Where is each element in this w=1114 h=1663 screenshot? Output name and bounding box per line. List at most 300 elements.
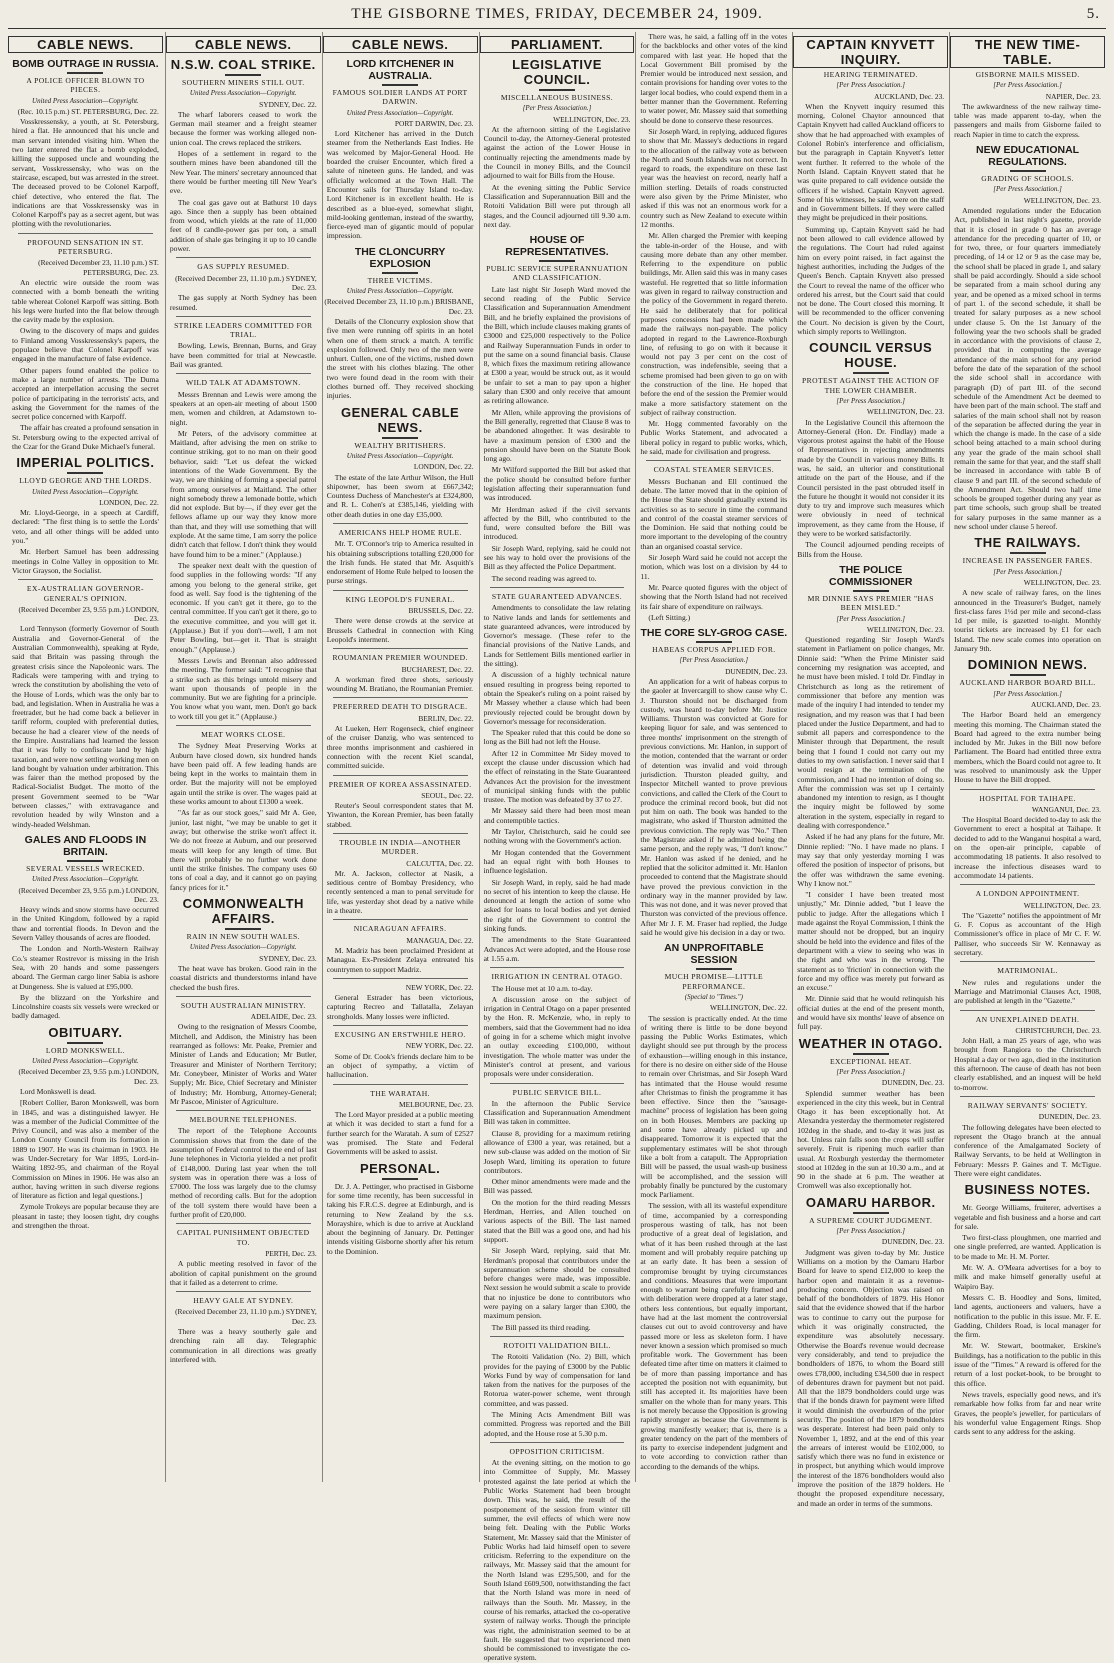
section-divider — [333, 775, 468, 776]
article-headline: GENERAL CABLE NEWS. — [341, 404, 460, 435]
article-paragraph: In the Legislative Council this afternoon the Attorney-General (Hon. Dr. Findlay) made a vigorous protest against the habit of the House of Representatives in rejecting amendments made by the Council in various money Bills. It was, he said, an ulterior and constitutional attitude on the part of the House, and if the Council persisted in the past obtruded itself in the future he thought it would not consider it its duty to try and improve such measures which were obviously in need of technical improvement, as they came from the House, if they were to be worked satisfactorily. — [797, 417, 945, 539]
dateline: CALCUTTA, Dec. 22. — [406, 858, 474, 868]
section-divider — [176, 1110, 311, 1111]
article-paragraph: The Rotoiti Validation (No. 2) Bill, which provides for the paying of £3000 by the Public Works Fund by way of compensation for land taken from the natives for the purposes of the Rotorua water-power scheme, went through committee, and was passed. — [483, 1352, 631, 1408]
column-6 — [792, 32, 948, 1508]
article-paragraph: The London and North-Western Railway Co.'s steamer Rostrevor is missing in the Irish Sea, with 20 hands and some passengers aboard. The German cargo liner Sabia is ashore at Dungeness. She is valued at £95,000. — [12, 944, 159, 991]
article-paragraph: Owing to the discovery of maps and guides to Finland among Vosskressensky's papers, the populace believe that Colonel Karpoff was engaged in the manufacture of false evidence. — [12, 326, 159, 364]
article-subhead: PREMIER OF KOREA ASSASSINATED. — [328, 779, 472, 789]
article-paragraph: Mr. Lloyd-George, in a speech at Cardiff, declared: "The first thing is to settle the Lords' veto, and all other things will be added unto you." — [12, 508, 159, 546]
article — [166, 1223, 321, 1287]
press-credit: [Per Press Association.] — [836, 1067, 906, 1076]
article — [166, 57, 321, 253]
article-paragraph: The heat wave has broken. Good rain in the coastal districts and thunderstorms inland have checked the bush fires. — [169, 963, 317, 992]
article — [950, 1010, 1105, 1092]
article — [950, 36, 1105, 139]
article-paragraph: (Left Sitting.) — [648, 612, 691, 622]
article-paragraph: Hopes of a settlement in regard to the southern mines have been abandoned till the New Year. The miners' secretary announced that there would be further meeting till New Year's eve. — [169, 149, 317, 196]
section-divider — [333, 1084, 468, 1085]
section-divider — [960, 961, 1095, 962]
dateline: (Received December 23, 9.55 p.m.) LONDON, Dec. 23. — [18, 1067, 159, 1086]
headline-rule — [853, 1053, 889, 1055]
article — [950, 535, 1105, 653]
article-subhead: SEVERAL VESSELS WRECKED. — [26, 863, 145, 873]
article-headline: BOMB OUTRAGE IN RUSSIA. — [12, 58, 159, 70]
article-paragraph: An application for a writ of habeas corpus to the gaoler at Invercargill to show cause why C. J. Thurston should not be discharged from custody, was heard to-day before Mr. Justice Williams. Thurston was convicted at Gore for keeping liquor for sale, and was sentenced to three months' imprisonment on the strength of previous convictions. Mr. Hanlon, in support of the motion, contended that the warrant or order of detention was invalid and void through jurisdiction. Thurston pleaded guilty, and Inspector Mitchell wanted to prove previous convictions, and called the Clerk of the Court to produce the criminal record book, but did not put him on oath. The book was handed to the magistrate, who asked if Thurston admitted the previous conviction. The reply was "No." Then the Magistrate asked if he admitted being the same person, and the reply was, "I don't know." Mr. Hanlon was asked if he denied, and he replied that the solicitor admitted it. Mr. Hanlon proceeded to contend that the Magistrate should have proved the previous conviction in the ordinary way in the manner provided by law. This was not done, and it was never proved that Thurston was convicted of the previous offence. After Mr J. F. M. Fraser had replied, the Judge said he would give his decision in a day or two. — [640, 677, 788, 938]
article-headline: THE RAILWAYS. — [974, 535, 1081, 551]
press-credit: [Per Press Association.] — [836, 81, 906, 90]
page-number: 5. — [1086, 6, 1100, 22]
article-subhead: GAS SUPPLY RESUMED. — [197, 262, 290, 272]
article-subhead: PROFOUND SENSATION IN ST. PETERSBURG. — [27, 237, 144, 257]
article-subhead: RAILWAY SERVANTS' SOCIETY. — [967, 1100, 1088, 1110]
article-paragraph: Bowling, Lewis, Brennan, Burns, and Gray have been committed for trial at Newcastle. Bail was granted. — [169, 341, 317, 370]
dateline: AUCKLAND, Dec. 23. — [1030, 699, 1101, 709]
section-divider — [490, 1083, 625, 1084]
article-paragraph: The coal gas gave out at Bathurst 10 days ago. Since then a supply has been obtained from wood, which yields at the rate of 11,000 feet of 8 candle-power gas per ton, a small addition of shale gas bringing it up to 10 candle power. — [169, 197, 317, 254]
article-paragraph: Mr. W. Stewart, bootmaker, Erskine's Buildings, has a notification to the public in this issue of the "Times." A reward is offered for the return of a lost pocket-book, to be brought to this office. — [954, 1341, 1101, 1388]
article-paragraph: Messrs Brennan and Lewis were among the speakers at an open-air meeting of about 1500 men, women and children, at Adamstown to-night. — [169, 389, 317, 427]
section-divider — [960, 1096, 1095, 1097]
dateline: WELLINGTON, Dec. 23. — [1023, 195, 1101, 205]
article — [323, 1025, 478, 1079]
article-headline: THE CORE SLY-GROG CASE. — [640, 627, 788, 640]
article-subhead: PUBLIC SERVICE BILL. — [512, 1087, 602, 1097]
article-headline: NEW EDUCATIONAL REGULATIONS. — [976, 144, 1080, 169]
section-divider — [333, 919, 468, 920]
article — [166, 373, 321, 721]
article-subhead: NICARAGUAN AFFAIRS. — [353, 924, 447, 934]
section-divider — [646, 460, 781, 461]
section-divider — [333, 978, 468, 979]
article-subhead: PROTEST AGAINST THE ACTION OF THE LOWER CHAMBER. — [802, 376, 940, 395]
article-paragraph: Sir Joseph Ward, in reply, said he had made no secret of his intention to keep the clause. He denounced at length the action of some who asked for loans to local bodies and yet denied the right of the Government to control the sinking funds. — [483, 877, 631, 934]
article-subhead: LORD MONKSWELL. — [45, 1045, 125, 1055]
article — [480, 57, 635, 229]
article-paragraph: Mr Allen, while approving the provisions of the Bill generally, regretted that Clause 8 was to be abandoned altogether. It was desirable to have a maximum pension of £300 and the pension should have been on the Statute Book long ago. — [483, 407, 631, 464]
dateline: (Rec. 10.15 p.m.) ST. PETERSBURG, Dec. 22. — [17, 106, 159, 116]
dateline: SYDNEY, Dec. 22. — [259, 99, 317, 109]
article-headline: WEATHER IN OTAGO. — [798, 1035, 943, 1051]
article — [166, 1110, 321, 1219]
article-paragraph: Lord Monkswell is dead. — [20, 1086, 96, 1096]
article-subhead: EX-AUSTRALIAN GOVERNOR-GENERAL'S OPINION. — [26, 584, 144, 603]
article-paragraph: A workman fired three shots, seriously wounding M. Bratiano, the Roumanian Premier. — [326, 674, 474, 694]
article — [950, 144, 1105, 531]
article-paragraph: Clause 8, providing for a maximum retiring allowance of £300 a year, was retained, but a new sub-clause was added on the motion of Sir Joseph Ward, limiting its operation to future contributors. — [483, 1128, 631, 1175]
headline-rule — [853, 372, 889, 374]
article — [323, 775, 478, 829]
article-subhead: ROTOITI VALIDATION BILL. — [503, 1340, 611, 1350]
article-subhead: MUCH PROMISE—LITTLE PERFORMANCE. — [664, 972, 764, 991]
dateline: DUNEDIN, Dec. 23. — [725, 666, 788, 676]
article — [8, 1025, 163, 1231]
article-headline: PARLIAMENT. — [480, 36, 635, 53]
article-paragraph: When the Knyvett inquiry resumed this morning, Colonel Chaytor announced that Captain Knyvett had called Auckland officers to show that he had approached with examples of Colonel Robin's interference and officialism, but the paragraph in Captain Knyvett's letter went further. It referred to the whole of the North Island. Captain Knyvett stated that he was quite prepared to call evidence outside the officers if he wished. Captain Knyvett agreed. Some of his witnesses, he said, were on the staff and in Government billets. If they were called they might be prejudiced in their positions. — [797, 101, 945, 223]
article — [323, 648, 478, 693]
article — [480, 587, 635, 963]
press-credit: [Per Press Association.] — [522, 104, 592, 113]
headline-rule — [382, 272, 418, 274]
article-paragraph: M. Madriz has been proclaimed President at Managua. Ex-President Zelaya entreated his countrymen to support Madriz. — [326, 945, 474, 974]
article-headline: HOUSE OF REPRESENTATIVES. — [505, 234, 609, 259]
section-divider — [333, 590, 468, 591]
dateline: WELLINGTON, Dec. 23. — [866, 407, 945, 417]
article-paragraph: Questioned regarding Sir Joseph Ward's statement in Parliament on police changes, Mr. Dinnie said: "When the Prime Minister said concerning my resignation was accepted, and he must have been misled. I told Dr. Findlay in Christchurch as long as the retirement of commissioner that before any mention was made of the inquiry I had intended to tender my resignation, and my reason was that I had been placed under the Justice Department, and had to submit all papers and correspondence to the Minister through that Department, the result being that I found I could not carry out my duties to my own satisfaction. I never said that I would resign at the termination of the commission, and I had no intention of doing so. After the commission was set up I certainly abandoned my intention to resign, as I thought the inquiry might be followed by some alteration in the system, especially in regard to dealing with correspondence." — [797, 635, 945, 831]
article — [166, 996, 321, 1106]
article-paragraph: Mr Massey said there had been most mean and contemptible tactics. — [483, 806, 631, 825]
headline-rule — [67, 860, 103, 862]
article-paragraph: Mr Peters, of the advisory committee at Maitland, after advising the men on strike to continue striking, got to no man on their good behavior, said: "Let us defeat the wicked intentions of the Wade Government. By the way, we are thinking of forming a special patrol from among ourselves at Maitland. The other night somebody threw a lemonade bottle, which did not explode. But by—, if they ever get the fellows aflame up our way they know more than that, and they will use something that will explode. At the same time, I am sorry the police didn't catch that fellow. I don't think they would have found him to be a miner." (Applause.) — [169, 428, 317, 559]
article-paragraph: The Lord Mayor presided at a public meeting at which it was decided to start a fund for a further search for the Waratah. A sum of £2527 was promised. The State and Federal Governments will be asked to assist. — [326, 1110, 474, 1157]
headline-rule — [696, 968, 732, 970]
article-paragraph: There were dense crowds at the service at Brussels Cathedral in connection with King Leopold's interment. — [326, 616, 474, 644]
article — [950, 1096, 1105, 1178]
dateline: (Received December 23, 9.55 p.m.) LONDON, Dec. 23. — [18, 604, 159, 624]
section-divider — [960, 884, 1095, 885]
article-paragraph: Mr. T. O'Connor's trip to America resulted in his obtaining subscriptions totalling £20,000 for the Irish funds. He stated that Mr. Asquith's endorsement of Home Rule helped to loosen the purse strings. — [326, 539, 474, 586]
article-paragraph: The Hospital Board decided to-day to ask the Government to erect a hospital at Taihape. It decided to add to the Wanganui hospital a ward, on the open-air principle, capable of accommodating 18 patients. It also resolved to increase the infectious diseases ward to accommodate 14 patients. — [954, 815, 1101, 880]
section-divider — [18, 579, 153, 580]
article-headline: THE CLONCURRY EXPLOSION — [354, 245, 446, 270]
article-paragraph: Mr Herdman asked if the civil servants affected by the Bill, who contributed to the fund, were consulted before the Bill was introduced. — [483, 504, 631, 542]
article — [8, 834, 163, 1021]
article-subhead: HEARING TERMINATED. — [823, 70, 918, 79]
article-subhead: AUCKLAND HARBOR BOARD BILL. — [959, 678, 1096, 688]
article — [166, 725, 321, 892]
press-credit: [Per Press Association.] — [993, 689, 1062, 698]
article-paragraph: On the motion for the third reading Messrs Herdman, Herries, and Allen touched on various aspects of the Bill. The last named stated that the Bill was a good one, and had his support. — [483, 1197, 631, 1244]
article-subhead: HEAVY GALE AT SYDNEY. — [193, 1296, 294, 1306]
article-paragraph: After 12 in Committee Mr Sidey moved to except the clause under discussion which had the effect of reinstating in the State Guaranteed Advances Act the provision for the investment of municipal sinking funds with the public trustee. The motion was defeated by 37 to 27. — [483, 748, 631, 805]
article-paragraph: At the evening sitting the Public Service Classification and Superannuation Bill and the Rotoiti Validation Bill were put through all stages, and the Council adjourned till 9.30 a.m. next day. — [483, 182, 631, 229]
article-paragraph: The wharf laborers ceased to work the German mail steamer and a freight steamer because the former was working alleged non-union coal. The crews replaced the strikers. — [169, 109, 317, 147]
section-divider — [490, 967, 625, 968]
article-paragraph: The Speaker ruled that this could be done so long as the Bill had not left the House. — [483, 728, 631, 747]
article-paragraph: Lord Tennyson (formerly Governor of South Australia and Governor-General of the Australian Commonwealth), speaking at Ryde, said that Britain was passing through the greatest crisis since the Napoleonic wars. The Radicals were tampering with and trying to wreck the constitution by abolishing the veto of the House of Lords, which was the only bar to bad, and legislation. When in Australia he was a freetrader, but he had come back a believer in tariff reform, coupled with preferential duties, because he had a clearer view of the needs of the Empire. Australians had learned the lesson that it was folly to confiscate land by high taxation, and were now settling working men on land bought by valuation under arbitration. This was fairer than the method proposed by the Radical-Socialist Budget. The motto of the present Government seemed to be "War between classes," with extravagance and revolution headed by wily Winston and a windy-headed Welshman. — [12, 624, 159, 829]
article-paragraph: Two first-class ploughmen, one married and one single preferred, are wanted. Application is to be made to Mr. H. M. Porter. — [954, 1233, 1101, 1261]
article-subhead: MEAT WORKS CLOSE. — [201, 730, 286, 739]
article — [950, 884, 1105, 957]
article-subhead: MISCELLANEOUS BUSINESS. — [500, 93, 614, 102]
headline-rule — [539, 260, 575, 262]
article-paragraph: There was, he said, a falling off in the votes for the backblocks and other votes of the kind compared with last year. He hoped that the Local Government Bill promised by the Premier would be introduced next session, and contain provisions for handing over votes to the larger local bodies, who could expend them in a better manner than the Government. Referring to water power, Mr. Massey said that something should be done to conserve these resources. — [640, 32, 788, 125]
article-subhead: HOSPITAL FOR TAIHAPE. — [979, 793, 1076, 803]
article — [636, 460, 791, 622]
article — [950, 1182, 1105, 1436]
article — [480, 967, 635, 1078]
article-subhead: A SUPREME COURT JUDGMENT. — [809, 1215, 933, 1225]
article-paragraph: Judgment was given to-day by Mr. Justice Williams on a motion by the Oamaru Harbor Board for leave to spend £12,000 to keep the harbor open and maintain it as a revenue-producing concern. Objection was raised on behalf of the bondholders of 1879. His Honor said that the evidence showed that if the harbor was to continue to carry out the purpose for which it was originally constructed, the expenditure was absolutely necessary. Otherwise the Board's revenue would decrease very considerably, and tend to prejudice the bondholders of 1876, to whom the Board still owes £78,000, including £34,500 due in respect of debentures drawn for payment but not paid. All that the 1879 bondholders could urge was that if the bonds drawn for payment were lifted it would diminish the overburden of the prior security. The position of the 1879 bondholders was desperate. Interest had been paid only to November 1, 1892, and at the end of this year the arrears of interest would be £102,000, to satisfy which there was no fund in existence or in prospect, but anything which would improve the interest of the 1876 bondholders would also improve the position of the 1879 holders. He thought the proposed expenditure necessary, and made an order in terms of the summons. — [797, 1247, 945, 1508]
article-subhead: MATRIMONIAL. — [997, 966, 1058, 976]
article-paragraph: The amendments to the State Guaranteed Advances Act were adopted, and the House rose at 1.55 a.m. — [483, 935, 631, 963]
article-paragraph: Mr Taylor, Christchurch, said he could see nothing wrong with the Government's action. — [483, 827, 631, 846]
column-1 — [8, 32, 163, 1482]
article-headline: CABLE NEWS. — [323, 36, 478, 53]
article-paragraph: There was a heavy southerly gale and drenching rain all day. Telegraphic communication in all directions was greatly interfered with. — [169, 1327, 317, 1364]
article-headline: THE POLICE COMMISSIONER — [828, 563, 913, 588]
headline-rule — [696, 641, 732, 643]
article-headline: PERSONAL. — [359, 1160, 441, 1176]
masthead-title: THE GISBORNE TIMES, FRIDAY, DECEMBER 24, 1909. — [351, 6, 763, 22]
article-paragraph: The estate of the late Arthur Wilson, the Hull shipowner, has been sworn at £667,342; Countess Duchess of Manchester's at £324,800, and R. L. Cohen's at £385,146, yielding with other death duties in one day £35,000. — [326, 472, 474, 519]
press-credit: United Press Association—Copyright. — [346, 108, 454, 117]
article-subhead: IRRIGATION IN CENTRAL OTAGO. — [491, 972, 623, 982]
article-headline: CABLE NEWS. — [8, 36, 163, 53]
article-headline: CAPTAIN KNYVETT INQUIRY. — [793, 36, 948, 68]
article — [323, 919, 478, 973]
section-divider — [490, 1336, 625, 1337]
dateline: PORT DARWIN, Dec. 23. — [394, 118, 474, 128]
article-paragraph: The Mining Acts Amendment Bill was committed. Progress was reported and the Bill adopted, and the House rose at 5.30 p.m. — [483, 1410, 631, 1438]
headline-rule — [1010, 674, 1046, 676]
article — [323, 590, 478, 644]
article-subhead: PUBLIC SERVICE SUPERANNUATION AND CLASSIFICATION. — [486, 264, 628, 283]
article-subhead: TROUBLE IN INDIA—ANOTHER MURDER. — [339, 838, 462, 857]
article — [950, 789, 1105, 881]
article-paragraph: Mr. W. A. O'Meara advertises for a boy to milk and make himself generally useful at Waipiro Bay. — [954, 1263, 1101, 1291]
dateline: WELLINGTON, Dec. 23. — [866, 624, 945, 634]
article — [480, 1083, 635, 1332]
article-paragraph: The awkwardness of the new railway time-table was made apparent to-day, when the passengers and mails from Gisborne failed to reach Napier in time to catch the express. — [954, 101, 1101, 139]
article-subhead: A LONDON APPOINTMENT. — [975, 889, 1080, 899]
article-subhead: LLOYD GEORGE AND THE LORDS. — [19, 476, 152, 486]
article-subhead: WEALTHY BRITISHERS. — [354, 440, 446, 450]
press-credit: [Per Press Association.] — [836, 614, 906, 623]
press-credit: [Per Press Association.] — [993, 81, 1062, 90]
press-credit: United Press Association—Copyright. — [32, 96, 139, 105]
dateline: NEW YORK, Dec. 22. — [405, 982, 474, 992]
article-paragraph: Asked if he had any plans for the future, Mr. Dinnie replied: "No. I have made no plans. I may say that only yesterday morning I was offered the position of inspector of prisons, but the offer was withdrawn the same evening. Why I know not." — [797, 832, 945, 888]
headline-rule — [1010, 552, 1046, 554]
headline-rule — [382, 84, 418, 86]
article-headline: IMPERIAL POLITICS. — [16, 455, 155, 471]
dateline: PERTH, Dec. 23. — [265, 1248, 317, 1258]
column-4 — [479, 32, 635, 1663]
article-paragraph: Splendid summer weather has been experienced in the city this week, but in Central Otago it has been exceptionally hot. At Alexandra yesterday the thermometer registered 102deg in the shade, and to-day it was just as hot. Unless rain falls soon the crops will suffer severely. Fruit is ripening much earlier than usual. At Roxburgh yesterday the thermometer stood at 102deg in the sun at 10.30 a.m., and at 90 in the shade at 6 p.m. The weather at Cromwell was also exceptionally hot. — [797, 1088, 945, 1191]
article — [950, 961, 1105, 1005]
article-headline: DOMINION NEWS. — [967, 657, 1088, 673]
headline-rule — [67, 72, 103, 74]
press-credit: [Per Press Association.] — [836, 1227, 906, 1236]
dateline: BERLIN, Dec. 22. — [418, 713, 474, 723]
press-credit: United Press Association—Copyright. — [346, 451, 454, 460]
press-credit: United Press Association—Copyright. — [32, 487, 139, 496]
article-subhead: RAIN IN NEW SOUTH WALES. — [186, 932, 300, 942]
article-paragraph: The following delegates have been elected to represent the Otago branch at the annual conference of the Amalgamated Society of Railway Servants, to be held at Wellington in February: Messrs P. Gaines and T. McTigue. There were eight candidates. — [954, 1122, 1101, 1178]
article-paragraph: Other papers found enabled the police to make a large number of arrests. The Duma accepted an interpellation accusing the secret police of participating in the terrorists' acts, and asking the Government for the names of the secret police concerned with Karpoff. — [12, 365, 159, 422]
article — [323, 405, 478, 519]
column-3 — [322, 32, 478, 1482]
article-headline: LORD KITCHENER IN AUSTRALIA. — [346, 58, 454, 82]
article-paragraph: John Hall, a man 25 years of age, who was brought from Rangiora to the Christchurch Hospital a day or two ago, died in the institution this afternoon. The cause of death has not been clearly established, and an inquest will be held to-morrow. — [954, 1036, 1101, 1092]
column-5 — [635, 32, 791, 1482]
section-divider — [176, 373, 311, 374]
article-headline: BUSINESS NOTES. — [964, 1182, 1091, 1198]
article-paragraph: Mr Wilford supported the Bill but asked that the police should be consulted before further legislation affecting their superannuation fund was introduced. — [483, 465, 631, 503]
column-2 — [165, 32, 321, 1482]
article-paragraph: A discussion of a highly technical nature ensued resulting in progress being reported to obtain the Speaker's ruling on a point raised by Mr Massey whether a clause which had been previously rejected could be brought down by Governor's message for reconsideration. — [483, 670, 631, 726]
article — [323, 523, 478, 586]
section-divider — [960, 1010, 1095, 1011]
article-headline: OAMARU HARBOR. — [805, 1194, 936, 1210]
article-paragraph: The second reading was agreed to. — [491, 573, 597, 583]
columns-area — [8, 32, 1106, 1663]
dateline: WELLINGTON, Dec. 23. — [1023, 577, 1101, 587]
article-subhead: STRIKE LEADERS COMMITTED FOR TRIAL. — [174, 320, 313, 340]
article-paragraph: [Robert Collier, Baron Monkswell, was born in 1845, and was a distinguished lawyer. He was a member of the Judicial Committee of the Privy Council, and was also a member of the London County Council from its formation in 1889 to 1907. He was its chairman in 1903. He was Under-Secretary for War 1895, Lord-in-Waiting 1892-95, and chairman of the Royal Commission on Mines in 1906. He was also an author, having written in such diverse regions of literature as fiction and legal questions.] — [12, 1098, 159, 1201]
article-paragraph: A public meeting resolved in favor of the abolition of capital punishment on the ground that it failed as a deterrent to crime. — [169, 1259, 317, 1287]
article-subhead: MR DINNIE SAYS PREMIER "HAS BEEN MISLED." — [807, 593, 934, 613]
article-paragraph: Summing up, Captain Knyvett said he had not been allowed to call evidence allowed by the regulations. The Court had ruled against him on every point raised, in fact against the highest authorities, including the Judges of the Queen's Bench. Captain Knyvett also pressed the Court to reveal the name of the officer who ordered his arrest, but the Court said that could not be done. The Court closed this morning. It will be recommended to the officer convening the Court. No decision is given by the Court, which simply reports to Wellington. — [797, 224, 945, 337]
article-paragraph: Sir Joseph Ward said he could not accept the motion, which was lost on a division by 44 to 11. — [640, 553, 788, 581]
press-credit: United Press Association—Copyright. — [189, 943, 297, 952]
section-divider — [490, 587, 625, 588]
dateline: NAPIER, Dec. 23. — [1045, 91, 1101, 101]
article — [480, 36, 635, 53]
article-subhead: COASTAL STEAMER SERVICES. — [653, 465, 775, 475]
article-subhead: ROUMANIAN PREMIER WOUNDED. — [332, 653, 468, 663]
article — [8, 233, 163, 452]
section-divider — [176, 316, 311, 317]
article-paragraph: Messrs C. B. Hoodley and Sons, limited, land agents, auctioneers and valuers, have a notification to the public in this issue. Mr. F. E. Gadding, Childers Road, is local manager for the firm. — [954, 1292, 1101, 1340]
press-credit: [Per Press Association.] — [679, 656, 749, 665]
article-paragraph: The Sydney Meat Preserving Works at Auburn have closed down, six hundred hands have been paid off. A few leading hands are being kept in the works to maintain them in order. But the majority will not be employed again until the strike is over. The wages paid at these works amount to about £1300 a week. — [169, 741, 317, 807]
article — [636, 942, 791, 1471]
article-paragraph: Messrs Lewis and Brennan also addressed the meeting. The former said: "I recognise that a strike such as this brings untold misery and want upon thousands of people in the community. But we are fighting for a principle. You know what you want, men. Don't go back to work till you get it." (Applause.) — [169, 655, 317, 721]
dateline: ADELAIDE, Dec. 23. — [250, 1012, 317, 1022]
article-paragraph: The "Gazette" notifies the appointment of Mr G. F. Copus as accountant of the High Commissioner's office in place of Mr C. F. W. Palliser, who succeeds Sir W. Kennaway as secretary. — [954, 910, 1101, 958]
headline-rule — [539, 89, 575, 91]
article-paragraph: Mr. Dinnie said that he would relinquish his official duties at the end of the present month, and would have six months' leave of absence on full pay. — [797, 994, 945, 1032]
article-paragraph: Details of the Cloncurry explosion show that five men were running off spirits in an hotel when one of them struck a match. A terrific explosion followed. Only two of the men were unhurt. Cullen, one of the victims, rushed down the street with his clothes blazing. The other two were found dead in the room with their clothes burned off. They received shocking injuries. — [326, 316, 474, 401]
article-paragraph: An electric wire outside the room was connected with a bomb beneath the writing table whereat Colonel Karpoff was sitting. Both his legs were hurled into the flat below through the cavity made by the explosion. — [12, 277, 159, 325]
headline-rule — [225, 928, 261, 930]
dateline: MELBOURNE, Dec. 23. — [399, 1099, 474, 1109]
press-credit: (Special to "Times.") — [684, 992, 743, 1001]
press-credit: [Per Press Association.] — [993, 185, 1062, 194]
headline-rule — [67, 1042, 103, 1044]
article — [323, 1084, 478, 1157]
article-subhead: CAPITAL PUNISHMENT OBJECTED TO. — [176, 1228, 310, 1247]
article-subhead: PREFERRED DEATH TO DISGRACE. — [332, 702, 468, 712]
article-headline: COUNCIL VERSUS HOUSE. — [809, 340, 933, 371]
article-subhead: EXCEPTIONAL HEAT. — [829, 1056, 912, 1066]
headline-rule — [382, 1178, 418, 1180]
section-divider — [333, 697, 468, 698]
article — [8, 455, 163, 575]
dateline: (Received December 23, 11.10 p.m.) BRISBANE, Dec. 23. — [324, 297, 474, 316]
article — [323, 697, 478, 770]
article-subhead: A POLICE OFFICER BLOWN TO PIECES. — [26, 76, 145, 95]
article-paragraph: Late last night Sir Joseph Ward moved the second reading of the Public Service Classification and Superannuation Amendment Bill, and he briefly explained the provisions of the Bill, which include clauses making grants of £3000 and £25,000 respectively to the Police and Railway Superannuation Funds in order to put the same on a sound financial basis. Clause 8, which fixes the maximum retiring allowance at £300 a year, would be struck out, as it would be unfair to set a man to pay upon a higher salary than £300 and only receive that amount as retiring allowance. — [483, 284, 631, 406]
article-paragraph: Mr. Hogg commented favorably on the Public Works Statement, and advocated a liberal policy in regard to public works, which, he said, made for civilisation and progress. — [640, 419, 788, 457]
dateline: SEOUL, Dec. 22. — [421, 790, 474, 800]
article-headline: CABLE NEWS. — [166, 36, 321, 53]
article-headline: LEGISLATIVE COUNCIL. — [512, 57, 602, 87]
article — [166, 896, 321, 992]
section-divider — [176, 996, 311, 997]
article — [8, 579, 163, 829]
article — [323, 833, 478, 915]
press-credit: United Press Association—Copyright. — [32, 875, 139, 884]
article-paragraph: Lord Kitchener has arrived in the Dutch steamer from the Netherlands East Indies. He was welcomed by Major-General Hood. He boarded the cruiser Encounter, which fired a salute of nineteen guns. He landed, and was officially welcomed at the Town Hall. The Encounter sails for Thursday Island to-day. Lord Kitchener is in excellent health. He is described as a blue-eyed, somewhat slight, mild-looking gentleman, instead of the swarthy, fierce-eyed man of gigantic mould of popular impression. — [326, 129, 474, 241]
article — [636, 32, 791, 456]
article-headline: N.S.W. COAL STRIKE. — [170, 57, 316, 72]
article — [793, 36, 948, 336]
article-paragraph: A discussion arose on the subject of irrigation in Central Otago on a paper presented by the Hon. R. McKenzie, who, in reply to members, said that the Government had no idea of going in for a scheme which might involve an outlay exceeding £100,000, without investigation. The whole matter was under the Minister's control at present, and various proposals were under consideration. — [483, 994, 631, 1079]
article — [8, 36, 163, 53]
article-paragraph: Reuter's Seoul correspondent states that M. Yiwanton, the Korean Premier, has been fatally stabbed. — [326, 801, 474, 829]
article-paragraph: The gas supply at North Sydney has been resumed. — [169, 293, 317, 312]
article-paragraph: By the blizzard on the Yorkshire and Lincolnshire coasts six vessels were wrecked or badly damaged. — [12, 992, 159, 1021]
article-paragraph: The report of the Telephone Accounts Commission shows that from the date of the assumption of Federal control to the end of last June telephones in Victoria yielded a net profit of £148,000. During last year when the toll system was in operation there was a loss of £7000. The loss was largely due to the clumsy method of recording calls. But for the adoption of the toll system there would have been a further profit of £20,000. — [169, 1126, 317, 1220]
section-divider — [176, 257, 311, 258]
dateline: LONDON, Dec. 22. — [413, 462, 474, 472]
dateline: NEW YORK, Dec. 22. — [405, 1041, 474, 1051]
article-paragraph: Messrs Buchanan and Ell continued the debate. The latter moved that in the opinion of the House the State should gradually extend its activities so as to secure in time the command and control of the coastal steamer services of the Dominion. He said that nothing could be more important to the developing of the country than an organised coastal service. — [640, 476, 788, 551]
dateline: (Received December 23, 11.10 p.m.) SYDNEY, Dec. 23. — [175, 1307, 317, 1326]
section-divider — [176, 1223, 311, 1224]
section-divider — [333, 648, 468, 649]
article-paragraph: Mr. Herbert Samuel has been addressing meetings in Colne Valley in opposition to Mr. Victor Grayson, the Socialist. — [12, 547, 159, 575]
article-subhead: GISBORNE MAILS MISSED. — [975, 70, 1080, 79]
headline-rule — [67, 472, 103, 474]
article — [323, 58, 478, 241]
article-paragraph: General Estrader has been victorious, capturing Recreo and Tallatalla, Zelayan strongholds. Many losses were inflicted. — [326, 993, 474, 1021]
article-paragraph: Sir Joseph Ward, replying, said that Mr. Herdman's proposal that contributors under the superannuation scheme should be consulted before changes were made, was impossible. Next session he would submit a scale to provide that no injustice be done to contributors who were paying on a salary larger than £300, the maximum pension. — [483, 1246, 631, 1321]
article-subhead: AN UNEXPLAINED DEATH. — [975, 1014, 1080, 1024]
press-credit: United Press Association—Copyright. — [32, 1057, 139, 1066]
article — [323, 36, 478, 53]
article — [793, 1195, 948, 1508]
headline-rule — [1010, 1199, 1046, 1201]
article-paragraph: Mr. A. Jackson, collector at Nasik, a seditious centre of Bombay Presidency, who recently sentenced a man to penal servitude for life, was yesterday shot dead by a native while in a theatre. — [326, 868, 474, 916]
article-subhead: SOUTHERN MINERS STILL OUT. — [181, 78, 305, 87]
article-subhead: HABEAS CORPUS APPLIED FOR. — [652, 645, 776, 655]
article-paragraph: Mr. Pearce quoted figures with the object of showing that the North Island had not received its fair share of expenditure on railways. — [640, 582, 788, 611]
dateline: WELLINGTON, Dec. 23. — [1023, 900, 1101, 910]
headline-rule — [382, 437, 418, 439]
article-headline: AN UNPROFITABLE SESSION — [664, 942, 764, 967]
article — [480, 1442, 635, 1663]
dateline: BRUSSELS, Dec. 22. — [408, 606, 474, 616]
article-paragraph: In the afternoon the Public Service Classification and Superannuation Amendment Bill was taken in committee. — [483, 1098, 631, 1127]
article — [323, 978, 478, 1021]
section-divider — [333, 1025, 468, 1026]
article — [950, 657, 1105, 784]
article-paragraph: New rules and regulations under the Marriage and Matrimonial Clauses Act, 1908, are published at length in the "Gazette." — [954, 977, 1101, 1006]
article-subhead: STATE GUARANTEED ADVANCES. — [491, 591, 623, 601]
article-paragraph: Vosskressensky, a youth, at St. Petersburg, hired a flat. He announced that his uncle and man servant intended visiting him. When the two latter entered the flat a bomb exploded, killing the supposed uncle and wounding the servant, Vosskressensky, who was on the staircase, escaped, but was arrested in the street. The deceased proved to be Colonel Karpoff, chief detective, who entered the flat. The indications are that Vosskressensky was in Colonel Karpoff's pay as a secret agent, but was plotting with the revolutionaries. — [12, 117, 159, 229]
dateline: SYDNEY, Dec. 23. — [259, 953, 317, 963]
dateline: DUNEDIN, Dec. 23. — [1038, 1112, 1101, 1122]
article-paragraph: Sir Joseph Ward, in replying, adduced figures to show that Mr. Massey's deductions in regard to the allocation of the railway vote as between the North and South Islands was not correct. In regard to roads, the expenditure on these last year was the heaviest on record, nearly half a million sterling. Details of roads constructed were also given by the Prime Minister, who asked if this was not an enormous work for a country such as New Zealand to execute within 12 months. — [640, 126, 788, 229]
article — [166, 36, 321, 53]
article-paragraph: Sir Joseph Ward, replying, said he could not see his way to hold over the provisions of the Bill as they affected the Police Department. — [483, 543, 631, 572]
section-divider — [18, 233, 153, 234]
article-paragraph: Mr Hogan contended that the Government had an equal right with both Houses to influence legislation. — [483, 847, 631, 876]
article — [793, 340, 948, 559]
article-paragraph: At Lueken, Herr Rogenseck, chief engineer of the cruiser Danzig, who was sentenced to three months imprisonment and cashiered in connection with the recent Kiel scandal, committed suicide. — [326, 724, 474, 771]
article-paragraph: Some of Dr. Cook's friends declare him to be an object of sympathy, a victim of hallucination. — [326, 1051, 474, 1080]
article-headline: COMMONWEALTH AFFAIRS. — [182, 896, 304, 927]
article — [323, 246, 478, 401]
headline-rule — [225, 74, 261, 76]
article-subhead: THREE VICTIMS. — [367, 275, 433, 285]
press-credit: United Press Association—Copyright. — [346, 287, 454, 296]
article — [166, 316, 321, 369]
